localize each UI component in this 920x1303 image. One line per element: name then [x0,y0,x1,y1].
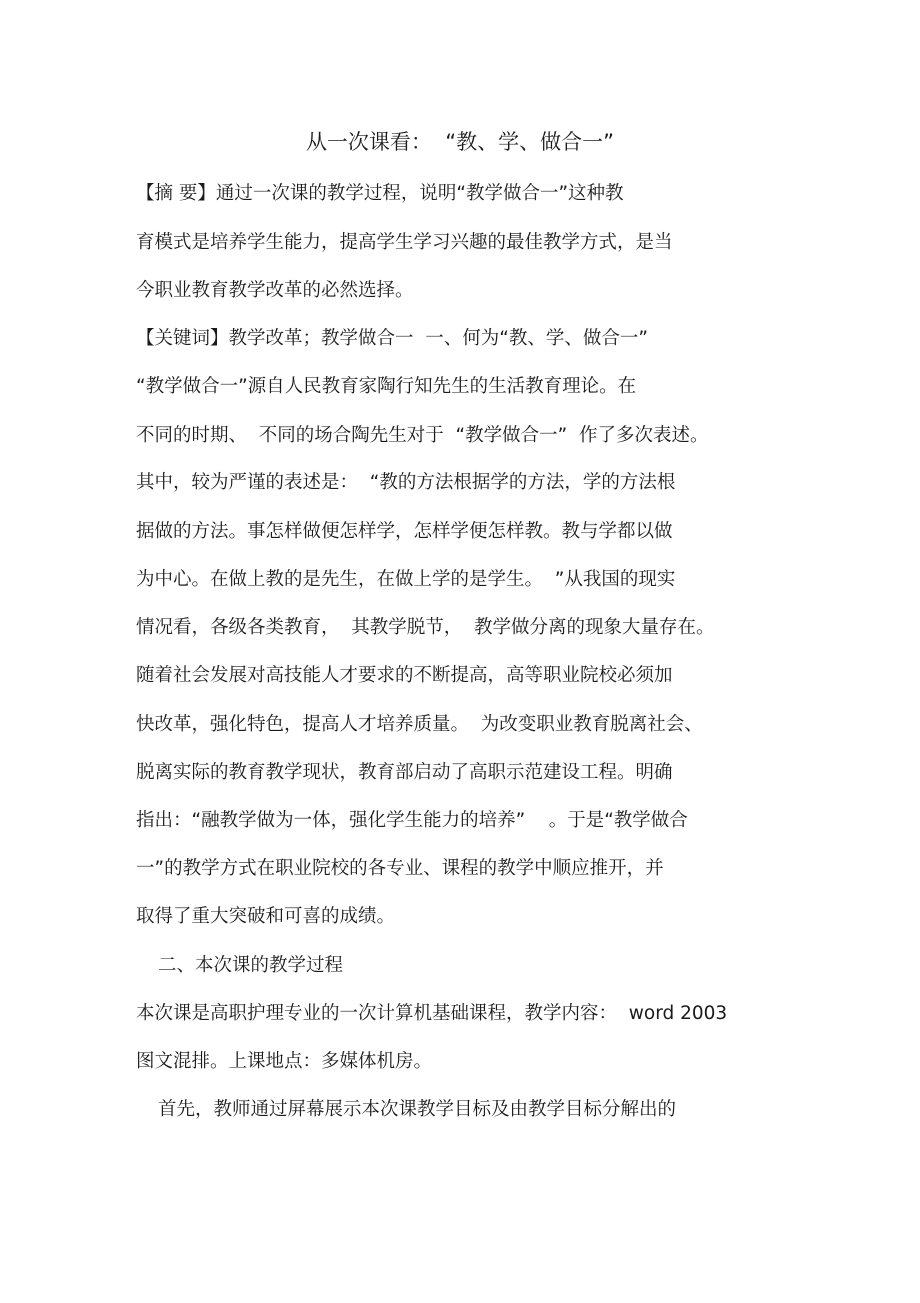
body-line-6: 情况看，各级各类教育， 其教学脱节， 教学做分离的现象大量存在。 [136,617,715,638]
body-line-15: 首先，教师通过屏幕展示本次课教学目标及由教学目标分解出的 [158,1099,677,1120]
abstract-line-2: 育模式是培养学生能力，提高学生学习兴趣的最佳教学方式，是当 [136,232,673,253]
body-line-14: 图文混排。上课地点：多媒体机房。 [136,1051,433,1072]
body-line-10: 指出：“融教学做为一体，强化学生能力的培养” 。于是“教学做合 [136,810,688,831]
section-heading-2: 二、本次课的教学过程 [158,955,344,976]
body-line-1: “教学做合一”源自人民教育家陶行知先生的生活教育理论。在 [136,376,637,397]
body-line-4: 据做的方法。事怎样做便怎样学，怎样学便怎样教。教与学都以做 [136,521,673,542]
abstract-line-1: 【摘 要】通过一次课的教学过程，说明“教学做合一”这种教 [136,183,624,204]
body-line-5: 为中心。在做上教的是先生，在做上学的是学生。 ”从我国的现实 [136,569,676,590]
body-line-9: 脱离实际的教育教学现状，教育部启动了高职示范建设工程。明确 [136,762,673,783]
abstract-line-3: 今职业教育教学改革的必然选择。 [136,280,414,301]
body-line-7: 随着社会发展对高技能人才要求的不断提高，高等职业院校必须加 [136,665,673,686]
document-title: 从一次课看： “教、学、做合一” [305,130,615,154]
body-line-3: 其中，较为严谨的表述是： “教的方法根据学的方法，学的方法根 [136,472,676,493]
body-line-12: 取得了重大突破和可喜的成绩。 [136,906,396,927]
keywords-line: 【关键词】教学改革；教学做合一 一、何为“教、学、做合一” [136,328,648,349]
body-line-2: 不同的时期、 不同的场合陶先生对于 “教学做合一” 作了多次表述。 [136,425,709,446]
body-line-11: 一”的教学方式在职业院校的各专业、课程的教学中顺应推开，并 [136,858,664,879]
body-line-13: 本次课是高职护理专业的一次计算机基础课程，教学内容： word 2003 [136,1003,728,1024]
body-line-8: 快改革，强化特色，提高人才培养质量。 为改变职业教育脱离社会、 [136,714,703,735]
